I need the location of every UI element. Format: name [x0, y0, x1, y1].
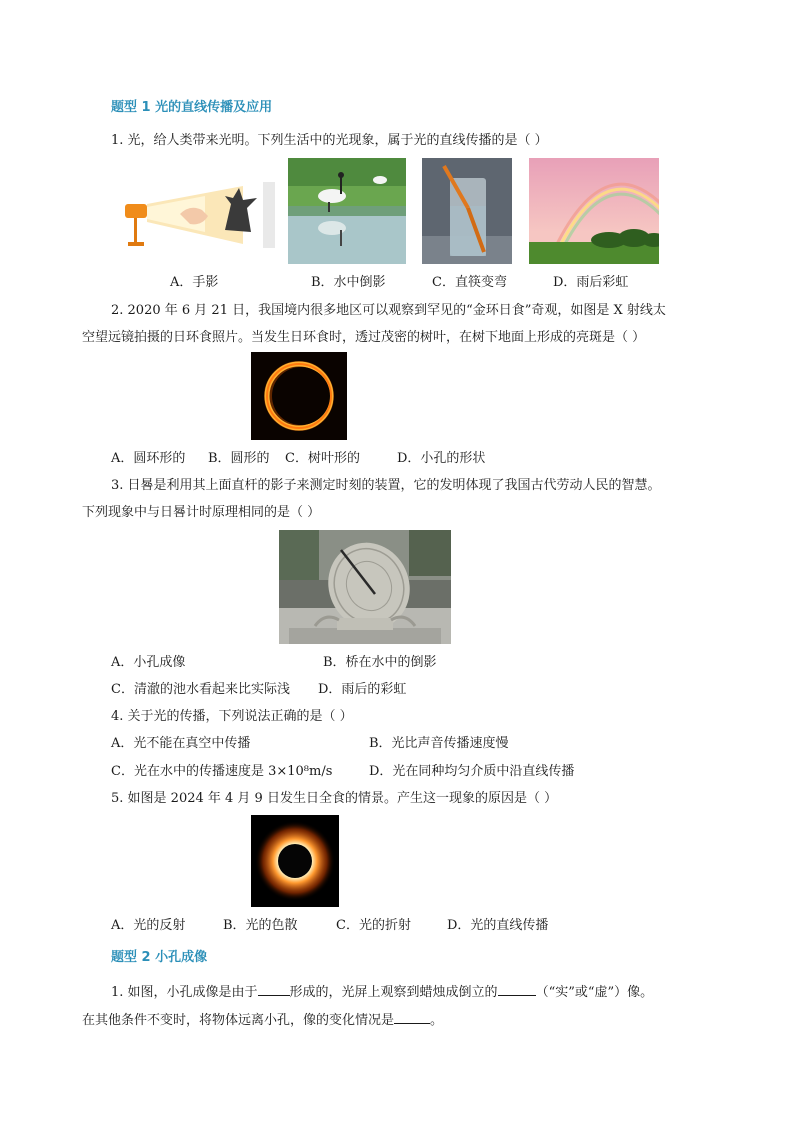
- section2-question-1-line2: [82, 1011, 443, 1029]
- q2-option-a: A．圆环形的: [111, 451, 186, 466]
- rainbow-image: [529, 158, 659, 264]
- q4-option-c: C．光在水中的传播速度是 3×10⁸m/s: [111, 764, 333, 779]
- question-3-stem-line2: 下列现象中与日晷计时原理相同的是（ ）: [82, 505, 321, 520]
- q1-option-a: A．手影: [170, 275, 219, 290]
- answer-blank-3[interactable]: [394, 1011, 430, 1024]
- total-eclipse-image: [251, 815, 339, 907]
- q3-option-b: B．桥在水中的倒影: [323, 655, 437, 670]
- answer-blank-1[interactable]: [258, 983, 290, 996]
- q4-option-d: D．光在同种均匀介质中沿直线传播: [369, 764, 575, 779]
- q3-option-a: A．小孔成像: [111, 655, 186, 670]
- q3-option-c: C．清澈的池水看起来比实际浅: [111, 682, 290, 697]
- s2q1-text-part3: （“实”或“虚”）像。: [535, 985, 654, 1000]
- heron-reflection-image: [288, 158, 406, 264]
- s2q1-text-line2b: 。: [430, 1013, 444, 1028]
- hand-shadow-image: [125, 182, 275, 248]
- annular-eclipse-image: [251, 352, 347, 440]
- q5-option-a: A．光的反射: [111, 918, 186, 933]
- q5-option-d: D．光的直线传播: [447, 918, 549, 933]
- q2-option-b: B．圆形的: [208, 451, 270, 466]
- q1-option-c: C．直筷变弯: [432, 275, 507, 290]
- answer-blank-2[interactable]: [498, 983, 536, 996]
- question-4-stem: 4. 关于光的传播，下列说法正确的是（ ）: [111, 709, 353, 724]
- question-3-stem-line1: 3. 日晷是利用其上面直杆的影子来测定时刻的装置，它的发明体现了我国古代劳动人民的智慧。: [111, 478, 661, 493]
- q3-option-d: D．雨后的彩虹: [318, 682, 407, 697]
- sundial-image: [279, 530, 451, 644]
- q1-option-b: B．水中倒影: [311, 275, 386, 290]
- chopstick-in-water-image: [422, 158, 512, 264]
- q1-option-d: D．雨后彩虹: [553, 275, 629, 290]
- q5-option-b: B．光的色散: [223, 918, 298, 933]
- q2-option-d: D．小孔的形状: [397, 451, 486, 466]
- q2-option-c: C．树叶形的: [285, 451, 360, 466]
- section2-question-1-line1: [111, 983, 653, 1001]
- q5-option-c: C．光的折射: [336, 918, 411, 933]
- s2q1-text-part1: 1. 如图，小孔成像是由于: [111, 985, 258, 1000]
- question-2-stem-line2: 空望远镜拍摄的日环食照片。当发生日环食时，透过茂密的树叶，在树下地面上形成的亮斑是（ ）: [82, 330, 646, 345]
- question-2-stem-line1: 2. 2020 年 6 月 21 日，我国境内很多地区可以观察到罕见的“金环日食”奇观，如图是 X 射线太: [111, 303, 666, 318]
- q4-option-a: A．光不能在真空中传播: [111, 736, 251, 751]
- question-1-stem: 1. 光，给人类带来光明。下列生活中的光现象，属于光的直线传播的是（ ）: [111, 133, 548, 148]
- question-5-stem: 5. 如图是 2024 年 4 月 9 日发生日全食的情景。产生这一现象的原因是（ ）: [111, 791, 558, 806]
- section-heading-2: 题型 2 小孔成像: [111, 950, 208, 965]
- section-heading-1: 题型 1 光的直线传播及应用: [111, 100, 273, 115]
- s2q1-text-part2: 形成的，光屏上观察到蜡烛成倒立的: [289, 985, 498, 1000]
- s2q1-text-line2a: 在其他条件不变时，将物体远离小孔，像的变化情况是: [82, 1013, 395, 1028]
- q4-option-b: B．光比声音传播速度慢: [369, 736, 509, 751]
